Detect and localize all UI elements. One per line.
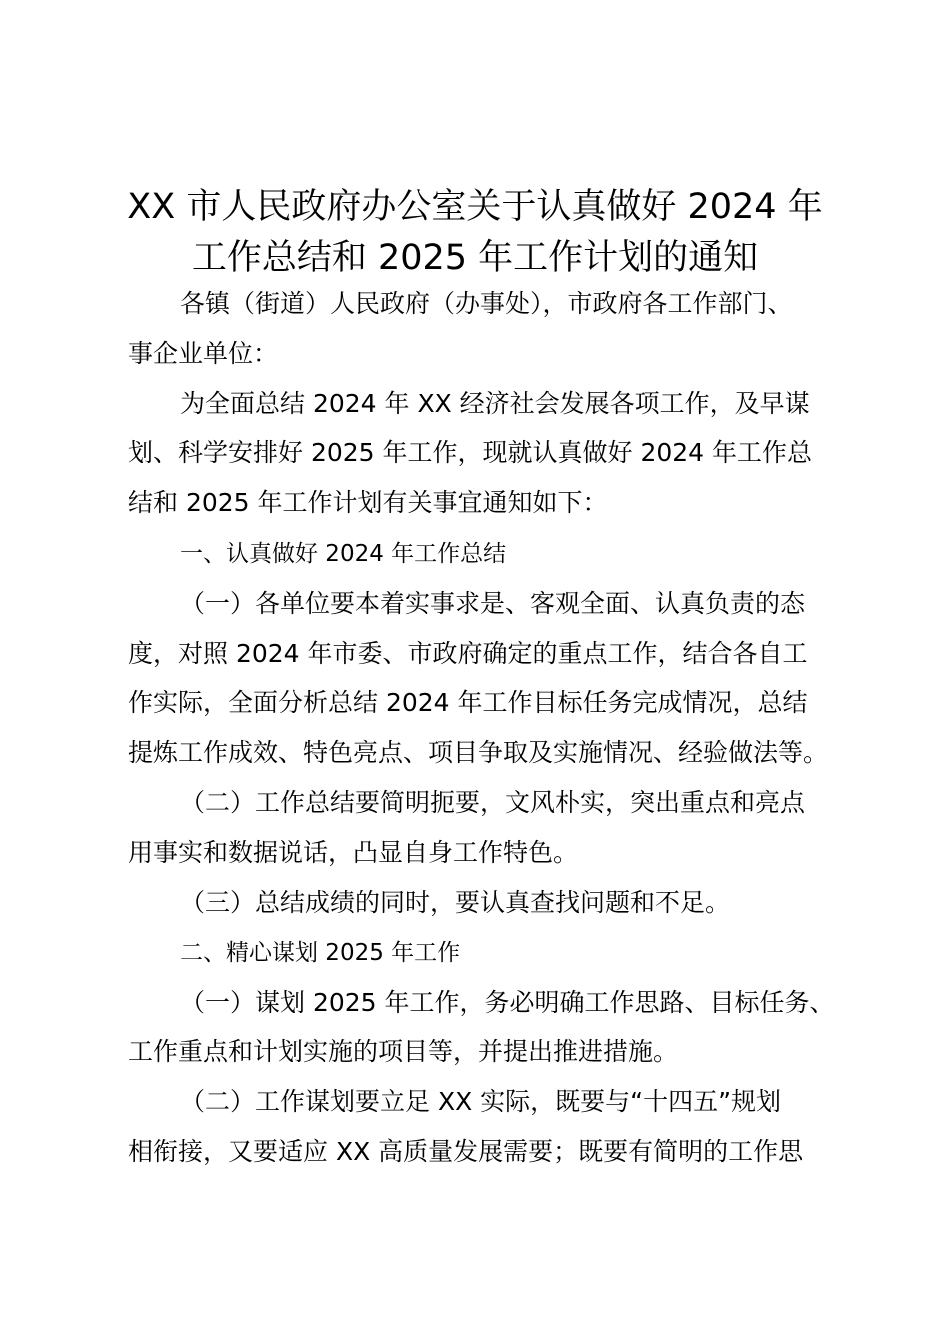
salutation-line-1: 各镇（街道）人民政府（办事处），市政府各工作部门、 (180, 289, 793, 318)
intro-line-1: 为全面总结 2024 年 XX 经济社会发展各项工作，及早谋 (180, 389, 810, 418)
section1-item1-line-3: 作实际，全面分析总结 2024 年工作目标任务完成情况，总结 (128, 688, 808, 717)
section-heading-2: 二、精心谋划 2025 年工作 (180, 940, 461, 966)
section1-item1-line-1: （一）各单位要本着实事求是、客观全面、认真负责的态 (180, 589, 806, 618)
section2-item1-line-2: 工作重点和计划实施的项目等，并提出推进措施。 (128, 1037, 679, 1066)
section1-item2-line-2: 用事实和数据说话，凸显自身工作特色。 (128, 838, 579, 867)
intro-line-3: 结和 2025 年工作计划有关事宜通知如下： (128, 488, 608, 517)
document-title-line-1: XX 市人民政府办公室关于认真做好 2024 年 (127, 187, 823, 227)
section-heading-1: 一、认真做好 2024 年工作总结 (180, 541, 507, 567)
section1-item1-line-2: 度，对照 2024 年市委、市政府确定的重点工作，结合各自工 (128, 639, 808, 668)
section2-item2-line-1: （二）工作谋划要立足 XX 实际，既要与“十四五”规划 (180, 1087, 782, 1116)
section2-item2-line-2: 相衔接，又要适应 XX 高质量发展需要；既要有简明的工作思 (128, 1137, 804, 1166)
section2-item1-line-1: （一）谋划 2025 年工作，务必明确工作思路、目标任务、 (180, 988, 835, 1017)
section1-item1-line-4: 提炼工作成效、特色亮点、项目争取及实施情况、经验做法等。 (128, 738, 829, 767)
document-title-line-2: 工作总结和 2025 年工作计划的通知 (191, 238, 759, 278)
intro-line-2: 划、科学安排好 2025 年工作，现就认真做好 2024 年工作总 (128, 438, 813, 467)
section1-item2-line-1: （二）工作总结要简明扼要，文风朴实，突出重点和亮点 (180, 788, 806, 817)
salutation-line-2: 事企业单位： (128, 339, 279, 368)
section1-item3-line-1: （三）总结成绩的同时，要认真查找问题和不足。 (180, 888, 731, 917)
